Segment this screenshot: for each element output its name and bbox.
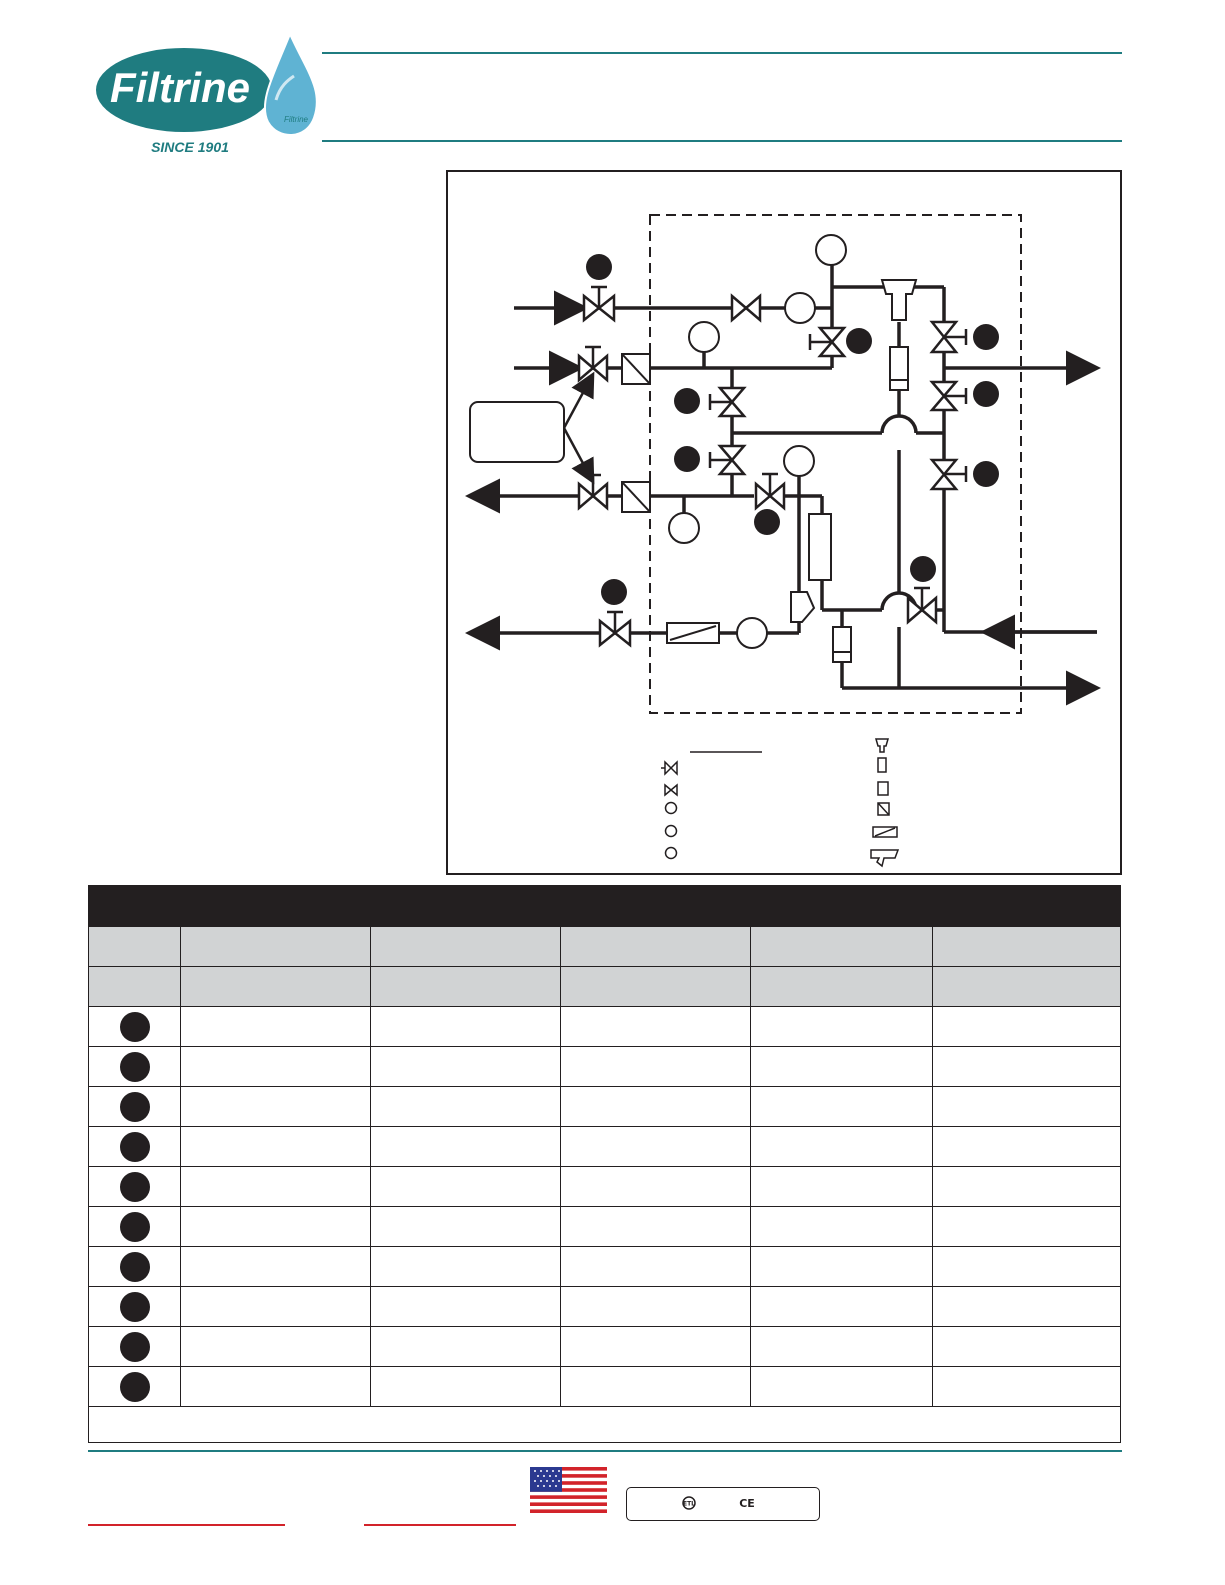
legend	[661, 739, 898, 866]
svg-text:ETL: ETL	[682, 1500, 696, 1508]
brand-name: Filtrine	[109, 64, 251, 111]
table-note-row	[89, 1407, 1121, 1443]
us-flag-icon	[530, 1467, 607, 1513]
table-title-band	[89, 886, 1121, 927]
row-number-dot	[120, 1012, 150, 1042]
ce-mark-icon	[739, 1496, 755, 1513]
legend-valve-icon	[665, 785, 677, 795]
gauge-icon	[785, 293, 815, 323]
footer-rule	[88, 1450, 1122, 1452]
header-rule-top	[322, 52, 1122, 54]
table-row	[89, 1367, 1121, 1407]
callout-dot	[674, 446, 700, 472]
legend-strainer-icon	[871, 850, 898, 866]
callout-dot	[754, 509, 780, 535]
etl-mark-icon	[682, 1496, 696, 1513]
link-underline	[88, 1524, 285, 1526]
callout-dot	[586, 254, 612, 280]
spec-table	[88, 885, 1121, 1443]
gauge-icon	[669, 513, 699, 543]
row-number-dot	[120, 1252, 150, 1282]
gauge-icon	[689, 322, 719, 352]
certification-box	[626, 1487, 820, 1521]
flowmeter-icon	[809, 514, 831, 580]
cartridge-icon	[890, 347, 908, 390]
callout-dot	[846, 328, 872, 354]
piping-schematic	[446, 170, 1122, 875]
controller-box	[470, 402, 564, 462]
table-row	[89, 1207, 1121, 1247]
callout-dot	[973, 381, 999, 407]
callout-dot	[973, 461, 999, 487]
table-row	[89, 1087, 1121, 1127]
link-underline	[364, 1524, 516, 1526]
legend-valve-with-handle-icon	[665, 762, 677, 774]
table-row	[89, 1247, 1121, 1287]
legend-cartridge-icon	[878, 758, 886, 772]
table-row	[89, 1007, 1121, 1047]
cartridge-icon	[833, 627, 851, 662]
legend-gauge-icon	[666, 826, 677, 837]
table-row	[89, 1127, 1121, 1167]
table-row	[89, 1327, 1121, 1367]
gauge-icon	[784, 446, 814, 476]
header-rule-bottom	[322, 140, 1122, 142]
callout-dot	[973, 324, 999, 350]
legend-filter-housing-icon	[876, 739, 888, 752]
gauge-icon	[737, 618, 767, 648]
table-header-row	[89, 927, 1121, 967]
brand-tagline: SINCE 1901	[151, 139, 229, 155]
drop-mark: Filtrine	[283, 115, 309, 124]
legend-gauge-icon	[666, 803, 677, 814]
legend-small-box-icon	[878, 782, 888, 795]
brand-logo	[96, 30, 326, 160]
callout-dot	[601, 579, 627, 605]
row-number-dot	[120, 1052, 150, 1082]
row-number-dot	[120, 1372, 150, 1402]
table-header-row	[89, 967, 1121, 1007]
callout-dot	[674, 388, 700, 414]
row-number-dot	[120, 1092, 150, 1122]
row-number-dot	[120, 1172, 150, 1202]
valve-icon	[732, 296, 760, 320]
svg-text:CE: CE	[739, 1497, 755, 1510]
schematic-svg	[448, 172, 1124, 877]
filter-housing-icon	[882, 280, 916, 320]
table-row	[89, 1167, 1121, 1207]
row-number-dot	[120, 1332, 150, 1362]
table-row	[89, 1287, 1121, 1327]
callout-dot	[910, 556, 936, 582]
row-number-dot	[120, 1212, 150, 1242]
strainer-icon	[791, 592, 814, 622]
gauge-icon	[816, 235, 846, 265]
legend-gauge-icon	[666, 848, 677, 859]
table-row	[89, 1047, 1121, 1087]
row-number-dot	[120, 1292, 150, 1322]
row-number-dot	[120, 1132, 150, 1162]
